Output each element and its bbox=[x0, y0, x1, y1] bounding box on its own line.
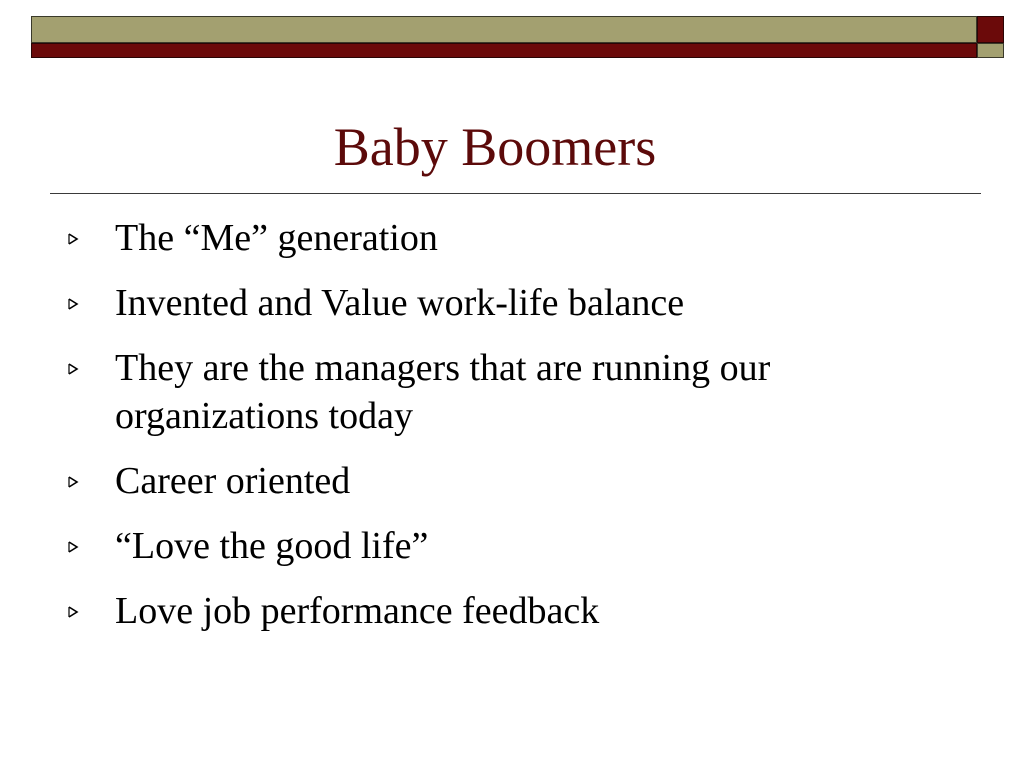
chevron-arrow-right-icon bbox=[66, 232, 80, 246]
chevron-arrow-right-icon bbox=[66, 297, 80, 311]
chevron-arrow-right-icon bbox=[66, 475, 80, 489]
chevron-arrow-right-icon bbox=[66, 362, 80, 376]
header-corner-maroon-square bbox=[977, 16, 1004, 43]
header-corner-olive-square bbox=[977, 43, 1004, 58]
title-divider bbox=[50, 193, 981, 194]
bullet-text: Love job performance feedback bbox=[115, 590, 600, 632]
bullet-text: The “Me” generation bbox=[115, 217, 438, 259]
bullet-text: Career oriented bbox=[115, 460, 351, 502]
bullet-text: They are the managers that are running our organizations today bbox=[115, 347, 771, 437]
bullet-item bbox=[58, 587, 938, 635]
chevron-arrow-right-icon bbox=[66, 540, 80, 554]
bullet-item bbox=[58, 279, 938, 327]
chevron-arrow-right-icon bbox=[66, 605, 80, 619]
bullet-item bbox=[58, 457, 938, 505]
header-band-olive bbox=[31, 16, 977, 43]
bullet-item bbox=[58, 522, 938, 570]
bullet-text: Invented and Value work-life balance bbox=[115, 282, 685, 324]
bullet-item bbox=[58, 214, 938, 262]
bullet-list bbox=[58, 214, 938, 652]
header-band-maroon bbox=[31, 43, 977, 58]
slide-title: Baby Boomers bbox=[333, 117, 657, 177]
bullet-item bbox=[58, 344, 938, 440]
bullet-text: “Love the good life” bbox=[115, 525, 429, 567]
